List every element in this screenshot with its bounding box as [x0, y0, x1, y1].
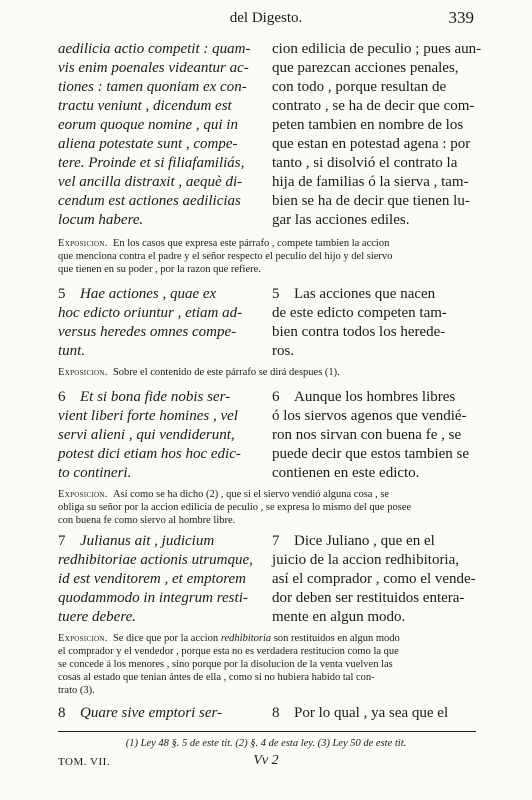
para-5 — [58, 285, 476, 365]
para-6 — [58, 388, 476, 486]
exposicion-label: Exposicion. — [58, 489, 108, 500]
para-5-spanish: 5 Las acciones que nacen de este edicto competen tam- bien contra todos los herede- ros. — [272, 286, 447, 359]
exposicion-1: Exposicion. En los casos que expresa este párrafo , compete tambien la accion que menciona contra el padre y el señor respecto el peculio del hijo y del siervo que tienen en su poder , por la razon que refiere. — [58, 238, 393, 275]
footnote-rule — [58, 731, 476, 732]
exposicion-4: Exposicion. Se dice que por la accion redhibitoria son restituidos en algun modo el comprador y el vendedor , porque esta no es verdadera restitucion como la que se concede á los menores , sino porque por la disolucion de la venta vuelven las cosas al estado que tenian ántes de ella , como si no hubiera habido tal con- trato (3). — [58, 633, 400, 696]
para-4-spanish: cion edilicia de peculio ; pues aun- que parezcan acciones penales, con todo , porque resultan de contrato , se ha de decir que com- peten tambien en nombre de los que estan en potestad agena : por tanto , si disolvió el contrato la hija de familias ó la sierva , tam- bien se ha de decir que tienen lu- gar las acciones ediles. — [272, 41, 482, 228]
volume-mark: TOM. VII. — [58, 756, 111, 768]
para-number: 7 — [272, 533, 280, 549]
footnotes: (1) Ley 48 §. 5 de este tit. (2) §. 4 de esta ley. (3) Ley 50 de este tit. — [125, 738, 407, 749]
para-number: 8 — [272, 705, 280, 721]
page-number: 339 — [448, 8, 474, 27]
para-8 — [58, 704, 476, 726]
para-6-latin: 6 Et si bona fide nobis ser- vient liberi forte homines , vel servi alieni , qui vendiderunt, potest dici etiam hos hoc edic- to contineri. — [58, 389, 241, 481]
para-7-spanish: 7 Dice Juliano , que en el juicio de la accion redhibitoria, así el comprador , como el vende- dor deben ser restituidos entera- mente en algun modo. — [272, 533, 476, 625]
running-head: del Digesto. — [229, 10, 303, 26]
exposicion-2: Exposicion. Sobre el contenido de este párrafo se dirá despues (1). — [58, 367, 340, 378]
exposicion-label: Exposicion. — [58, 367, 108, 378]
para-4 — [58, 40, 482, 232]
para-4-latin: aedilicia actio competit : quam- vis enim poenales videantur ac- tiones : tamen quoniam ex con- tractu veniunt , dicendum est eorum quoque nomine , qui in aliena potestate sunt , compe- tere. Proinde et si filiafamiliás, vel ancilla distraxit , aequè di- cendum est actiones aedilicias locum habere. — [58, 41, 251, 228]
para-number: 6 — [272, 389, 280, 405]
exposicion-3: Exposicion. Así como se ha dicho (2) , que si el siervo vendió alguna cosa , se obliga su señor por la accion edilicia de peculio , se expresa lo mismo del que posee con buena fe como siervo al hombre libre. — [58, 489, 412, 526]
para-8-spanish: 8 Por lo qual , ya sea que el — [272, 705, 449, 721]
para-5-latin: 5 Hae actiones , quae ex hoc edicto oriuntur , etiam ad- versus heredes omnes compe- tunt. — [58, 286, 243, 359]
signature-mark: Vv 2 — [253, 753, 279, 768]
para-number: 8 — [58, 705, 66, 721]
para-8-latin: 8 Quare sive emptori ser- — [58, 705, 223, 721]
exposicion-label: Exposicion. — [58, 238, 108, 249]
para-6-spanish: 6 Aunque los hombres libres ó los siervos agenos que vendié- ron nos sirvan con buena fe , se puede decir que estos tambien se contienen en este edicto. — [272, 389, 470, 481]
para-number: 5 — [58, 286, 66, 302]
para-7 — [58, 532, 476, 630]
para-number: 5 — [272, 286, 280, 302]
para-number: 7 — [58, 533, 66, 549]
para-number: 6 — [58, 389, 66, 405]
para-7-latin: 7 Julianus ait , judicium redhibitoriae actionis utrumque, id est venditorem , et emptorem quodammodo in integrum resti- tuere debere. — [58, 533, 253, 625]
exposicion-label: Exposicion. — [58, 633, 108, 644]
